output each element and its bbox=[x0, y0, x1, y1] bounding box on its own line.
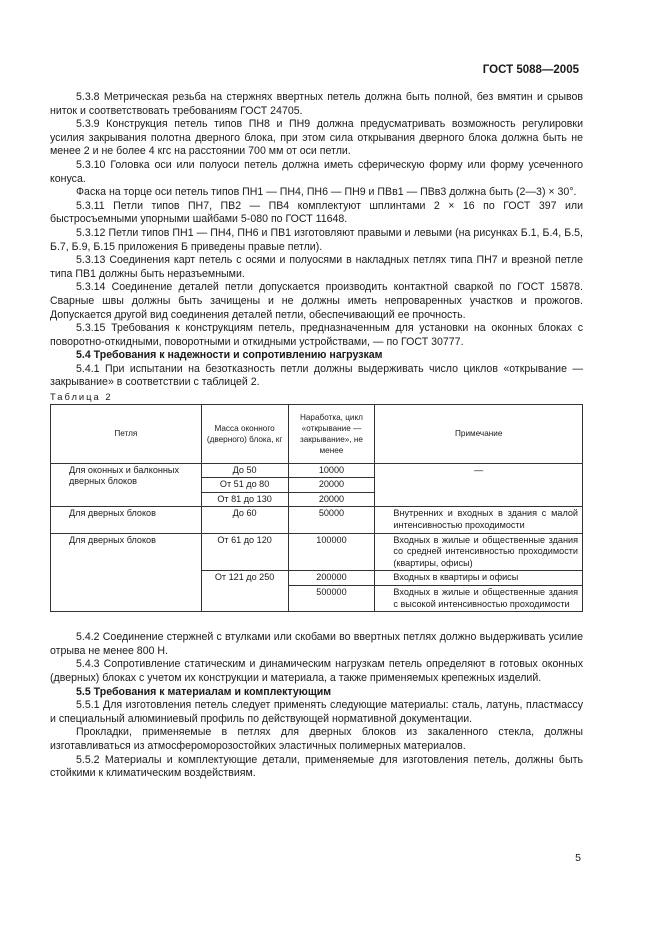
cell-hinge-type: Для дверных блоков bbox=[51, 533, 202, 612]
cell-cycles: 50000 bbox=[288, 507, 375, 533]
paragraph-5-5-2: 5.5.2 Материалы и комплектующие детали, применяемые для изготовления петель, должны быть стойкими к климатическим воздействиям. bbox=[50, 753, 583, 780]
section-heading-5-4: 5.4 Требования к надежности и сопротивлению нагрузкам bbox=[76, 349, 383, 362]
cell-hinge-type: Для дверных блоков bbox=[51, 507, 202, 533]
cell-cycles: 500000 bbox=[288, 586, 375, 612]
table-row bbox=[51, 507, 583, 533]
col-header-cycles: Наработка, цикл «открывание — закрывание», не менее bbox=[288, 404, 375, 463]
col-header-note: Примечание bbox=[375, 404, 583, 463]
paragraph-gaskets: Прокладки, применяемые в петлях для дверных блоков из закаленного стекла, должны изготавливаться из атмосфероморозостойких эластичных полимерных материалов. bbox=[50, 726, 583, 752]
cell-cycles: 20000 bbox=[288, 492, 375, 507]
cell-mass: От 61 до 120 bbox=[201, 533, 288, 571]
col-header-hinge: Петля bbox=[51, 404, 202, 463]
page-number: 5 bbox=[575, 852, 581, 864]
section-heading-5-5: 5.5 Требования к материалам и комплектующим bbox=[76, 685, 332, 698]
cell-note: Входных в квартиры и офисы bbox=[375, 571, 583, 586]
table-row bbox=[51, 533, 583, 571]
paragraph-5-4-3: 5.4.3 Сопротивление статическим и динамическим нагрузкам петель определяют в готовых оконных (дверных) блоках с учетом их конструкции и материала, а также применяемых крепежных изделий. bbox=[50, 658, 583, 684]
cell-cycles: 100000 bbox=[288, 533, 375, 571]
paragraph-5-3-10: 5.3.10 Головка оси или полуоси петель должна иметь сферическую форму или форму усеченного конуса. bbox=[50, 158, 583, 185]
page-content bbox=[50, 91, 583, 781]
cell-note: Входных в жилые и общественные здания с высокой интенсивностью проходимости bbox=[375, 586, 583, 612]
paragraph-5-3-15: 5.3.15 Требования к конструкциям петель, предназначенным для установки на оконных блоках с поворотно-откидными, поворотными и откидными устройствами, — по ГОСТ 30777. bbox=[50, 322, 583, 348]
cell-cycles: 200000 bbox=[288, 571, 375, 586]
cell-mass: До 50 bbox=[201, 463, 288, 478]
paragraph-5-5-1: 5.5.1 Для изготовления петель следует применять следующие материалы: сталь, латунь, пластмассу и специальный алюминиевый профиль по действующей нормативной документации. bbox=[50, 699, 583, 725]
table-row bbox=[51, 463, 583, 478]
paragraph-5-3-9: 5.3.9 Конструкция петель типов ПН8 и ПН9 должна предусматривать возможность регулировки усилия закрывания полотна дверного блока, при этом сила открывания дверного блока должна быть не менее 2 и не более 4 кгс на расстоянии 700 мм от оси петли. bbox=[50, 118, 583, 158]
paragraph-5-4-2: 5.4.2 Соединение стержней с втулками или скобами во ввертных петлях должно выдерживать усилие отрыва не менее 800 Н. bbox=[50, 631, 583, 657]
col-header-mass: Масса оконного (дверного) блока, кг bbox=[201, 404, 288, 463]
paragraph-5-3-12: 5.3.12 Петли типов ПН1 — ПН4, ПН6 и ПВ1 изготовляют правыми и левыми (на рисунках Б.1, Б.4, Б.5, Б.7, Б.9, Б.15 приложения Б приведены правые петли). bbox=[50, 226, 583, 253]
after-table-section bbox=[50, 631, 583, 781]
paragraph-5-3-11: 5.3.11 Петли типов ПН7, ПВ2 — ПВ4 комплектуют шплинтами 2 × 16 по ГОСТ 397 или быстросъемными упорными шайбами 5-080 по ГОСТ 11648. bbox=[50, 199, 583, 226]
table-header-row bbox=[51, 404, 583, 463]
paragraph-5-3-8: 5.3.8 Метрическая резьба на стержнях ввертных петель должна быть полной, без вмятин и срывов ниток и соответствовать требованиям ГОСТ 24705. bbox=[50, 91, 583, 117]
paragraph-chamfer: Фаска на торце оси петель типов ПН1 — ПН4, ПН6 — ПН9 и ПВв1 — ПВв3 должна быть (2—3) × 30°. bbox=[76, 186, 577, 199]
document-header: ГОСТ 5088—2005 bbox=[482, 64, 579, 76]
paragraph-5-3-14: 5.3.14 Соединение деталей петли допускается производить контактной сваркой по ГОСТ 15878. Сварные швы должны быть зачищены и не должны иметь непроваренных участков и прожогов. Допускается другой вид соединения деталей петли, обеспечивающий ее прочность. bbox=[50, 281, 583, 321]
paragraph-5-4-1: 5.4.1 При испытании на безотказность петли должны выдерживать число циклов «открывание — закрывание» в соответствии с таблицей 2. bbox=[50, 362, 583, 389]
cell-mass: До 60 bbox=[201, 507, 288, 533]
cell-cycles: 10000 bbox=[288, 463, 375, 478]
cell-cycles: 20000 bbox=[288, 478, 375, 493]
cell-mass: От 81 до 130 bbox=[201, 492, 288, 507]
cell-mass: От 121 до 250 bbox=[201, 571, 288, 612]
table-2 bbox=[50, 404, 583, 613]
cell-mass: От 51 до 80 bbox=[201, 478, 288, 493]
cell-note: — bbox=[375, 463, 583, 507]
table-caption: Таблица 2 bbox=[50, 391, 113, 403]
cell-note: Входных в жилые и общественные здания со средней интенсивностью проходимости (квартиры, офисы) bbox=[375, 533, 583, 571]
paragraph-5-3-13: 5.3.13 Соединения карт петель с осями и полуосями в накладных петлях типа ПН7 и врезной петле типа ПВ1 должны быть неразъемными. bbox=[50, 254, 583, 280]
cell-hinge-type: Для оконных и балконных дверных блоков bbox=[51, 463, 202, 507]
cell-note: Внутренних и входных в здания с малой интенсивностью проходимости bbox=[375, 507, 583, 533]
